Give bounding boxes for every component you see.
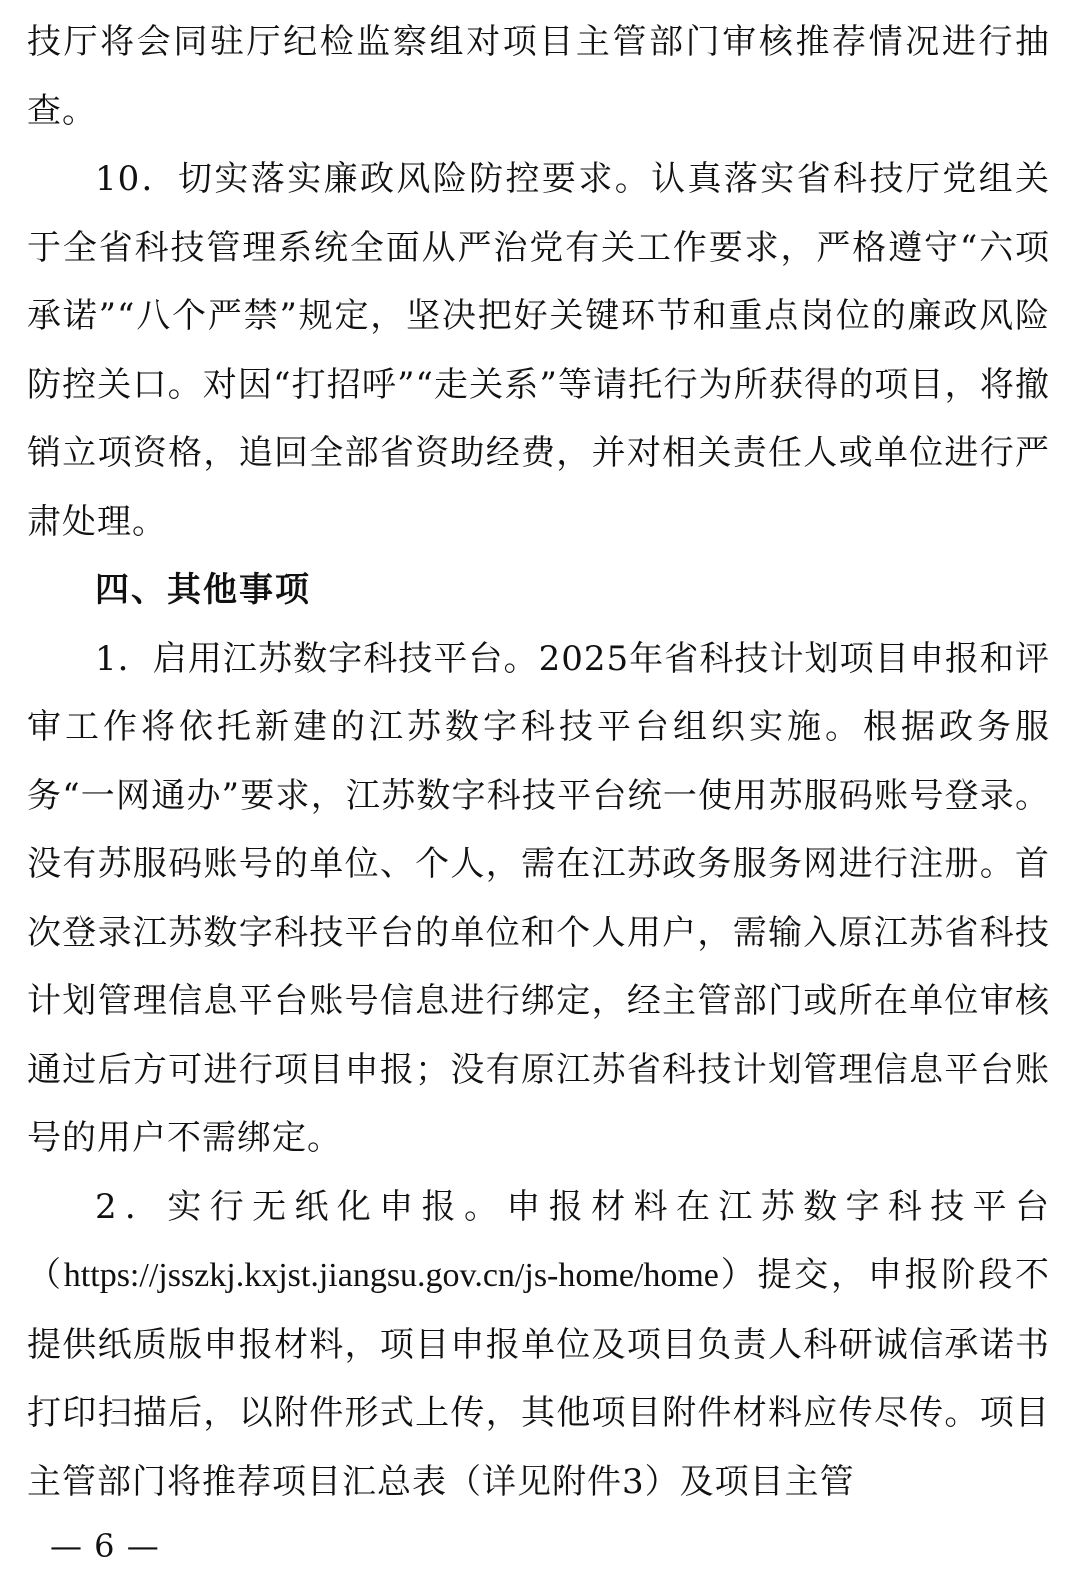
page-number: — 6 — bbox=[50, 1527, 160, 1565]
platform-url: https://jsszkj.kxjst.jiangsu.gov.cn/js-home/home bbox=[63, 1257, 719, 1294]
paragraph-item-2 bbox=[27, 1173, 1050, 1517]
paragraph-item-10: 10．切实落实廉政风险防控要求。认真落实省科技厅党组关于全省科技管理系统全面从严治党有关工作要求，严格遵守“六项承诺”“八个严禁”规定，坚决把好关键环节和重点岗位的廉政风险防控关口。对因“打招呼”“走关系”等请托行为所获得的项目，将撤销立项资格，追回全部省资助经费，并对相关责任人或单位进行严肃处理。 bbox=[27, 159, 1050, 542]
section-heading: 四、其他事项 bbox=[95, 570, 311, 610]
paragraph-item-2-prefix: 2．实行无纸化申报。申报材料在江苏数字科技平台（ bbox=[27, 1186, 1050, 1295]
paragraph-item-1: 1．启用江苏数字科技平台。2025年省科技计划项目申报和评审工作将依托新建的江苏数字科技平台组织实施。根据政务服务“一网通办”要求，江苏数字科技平台统一使用苏服码账号登录。没有苏服码账号的单位、个人，需在江苏政务服务网进行注册。首次登录江苏数字科技平台的单位和个人用户，需输入原江苏省科技计划管理信息平台账号信息进行绑定，经主管部门或所在单位审核通过后方可进行项目申报；没有原江苏省科技计划管理信息平台账号的用户不需绑定。 bbox=[27, 638, 1050, 1158]
paragraph-continuation: 技厅将会同驻厅纪检监察组对项目主管部门审核推荐情况进行抽查。 bbox=[27, 22, 1050, 131]
document-page bbox=[27, 8, 1050, 1516]
paragraph-item-2-suffix: ）提交，申报阶段不提供纸质版申报材料，项目申报单位及项目负责人科研诚信承诺书打印扫描后，以附件形式上传，其他项目附件材料应传尽传。项目主管部门将推荐项目汇总表（详见附件3）及项目主管 bbox=[27, 1255, 1051, 1502]
